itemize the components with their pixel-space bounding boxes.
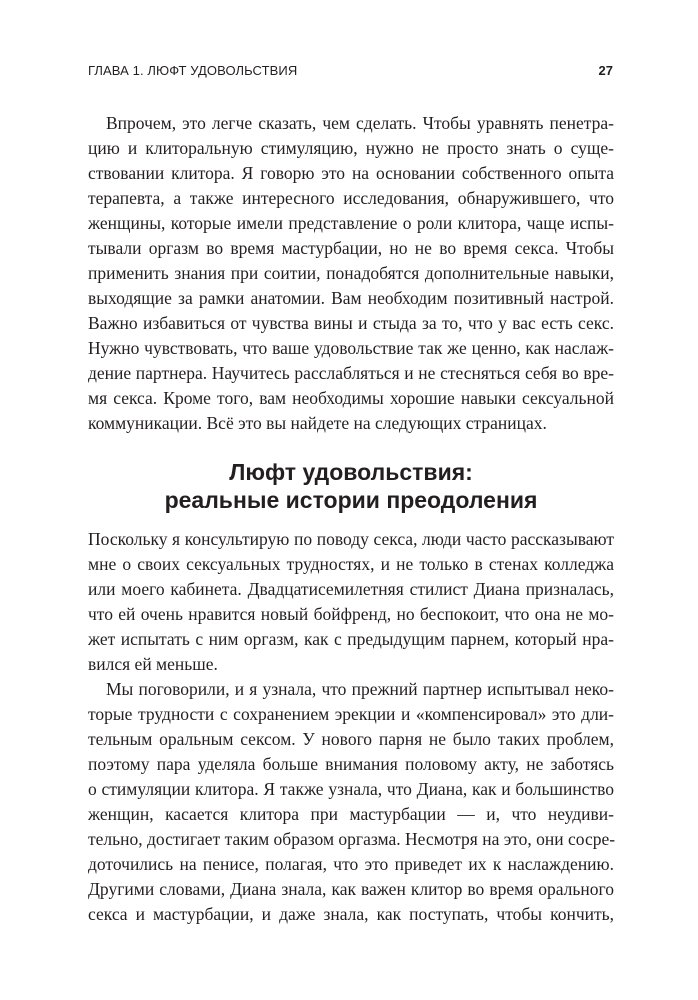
- text-line: применить знания при соитии, понадобятся дополнительные навыки,: [88, 263, 614, 283]
- running-head: ГЛАВА 1. ЛЮФТ УДОВОЛЬСТВИЯ: [88, 63, 298, 78]
- text-line: поэтому пара уделяла больше внимания половому акту, не заботясь: [88, 754, 614, 774]
- text-line: торые трудности с сохранением эрекции и «компенсировал» это дли-: [88, 704, 614, 724]
- text-line: тывали оргазм во время мастурбации, но не во время секса. Чтобы: [88, 238, 614, 258]
- text-line: что ей очень нравится новый бойфренд, но беспокоит, что она не мо-: [88, 604, 614, 624]
- text-line: дение партнера. Научитесь расслабляться и не стесняться себя во вре-: [88, 363, 614, 383]
- text-line: вился ей меньше.: [88, 654, 218, 674]
- text-line: Поскольку я консультирую по поводу секса, люди часто рассказывают: [88, 529, 614, 549]
- text-line: ствовании клитора. Я говорю это на основании собственного опыта: [88, 163, 614, 183]
- text-line: Важно избавиться от чувства вины и стыда за то, что у вас есть секс.: [88, 313, 614, 333]
- section-heading-line: реальные истории преодоления: [164, 487, 538, 513]
- text-line: выходящие за рамки анатомии. Вам необходим позитивный настрой.: [88, 288, 614, 308]
- text-line: тельным оральным сексом. У нового парня не было таких проблем,: [88, 729, 614, 749]
- section-heading-line: Люфт удовольствия:: [229, 459, 473, 485]
- text-line: Мы поговорили, и я узнала, что прежний партнер испытывал неко-: [106, 679, 614, 699]
- text-line: женщин, касается клитора при мастурбации — и, что неудиви-: [88, 804, 614, 824]
- text-line: цию и клиторальную стимуляцию, нужно не просто знать о суще-: [88, 138, 614, 158]
- text-line: или моего кабинета. Двадцатисемилетняя стилист Диана призналась,: [88, 579, 614, 599]
- text-line: о стимуляции клитора. Я также узнала, что Диана, как и большинство: [88, 779, 614, 799]
- text-line: Нужно чувствовать, что ваше удовольствие так же ценно, как наслаж-: [88, 338, 614, 358]
- text-line: доточились на пенисе, полагая, что это приведет их к наслаждению.: [88, 854, 614, 874]
- text-line: мне о своих сексуальных трудностях, и не только в стенах колледжа: [88, 554, 614, 574]
- text-line: Другими словами, Диана знала, как важен клитор во время орального: [88, 879, 614, 899]
- text-line: женщины, которые имели представление о роли клитора, чаще испы-: [88, 213, 614, 233]
- text-line: тельно, достигает таким образом оргазма. Несмотря на это, они сосре-: [88, 829, 616, 849]
- text-line: коммуникации. Всё это вы найдете на следующих страницах.: [88, 413, 547, 433]
- text-line: терапевта, а также интересного исследования, обнаружившего, что: [88, 188, 614, 208]
- text-line: мя секса. Кроме того, вам необходимы хорошие навыки сексуальной: [88, 388, 614, 408]
- text-line: жет испытать с ним оргазм, как с предыдущим парнем, который нра-: [88, 629, 614, 649]
- text-line: Впрочем, это легче сказать, чем сделать. Чтобы уравнять пенетра-: [106, 113, 614, 133]
- page-number: 27: [598, 63, 613, 78]
- text-line: секса и мастурбации, и даже знала, как поступать, чтобы кончить,: [88, 904, 614, 924]
